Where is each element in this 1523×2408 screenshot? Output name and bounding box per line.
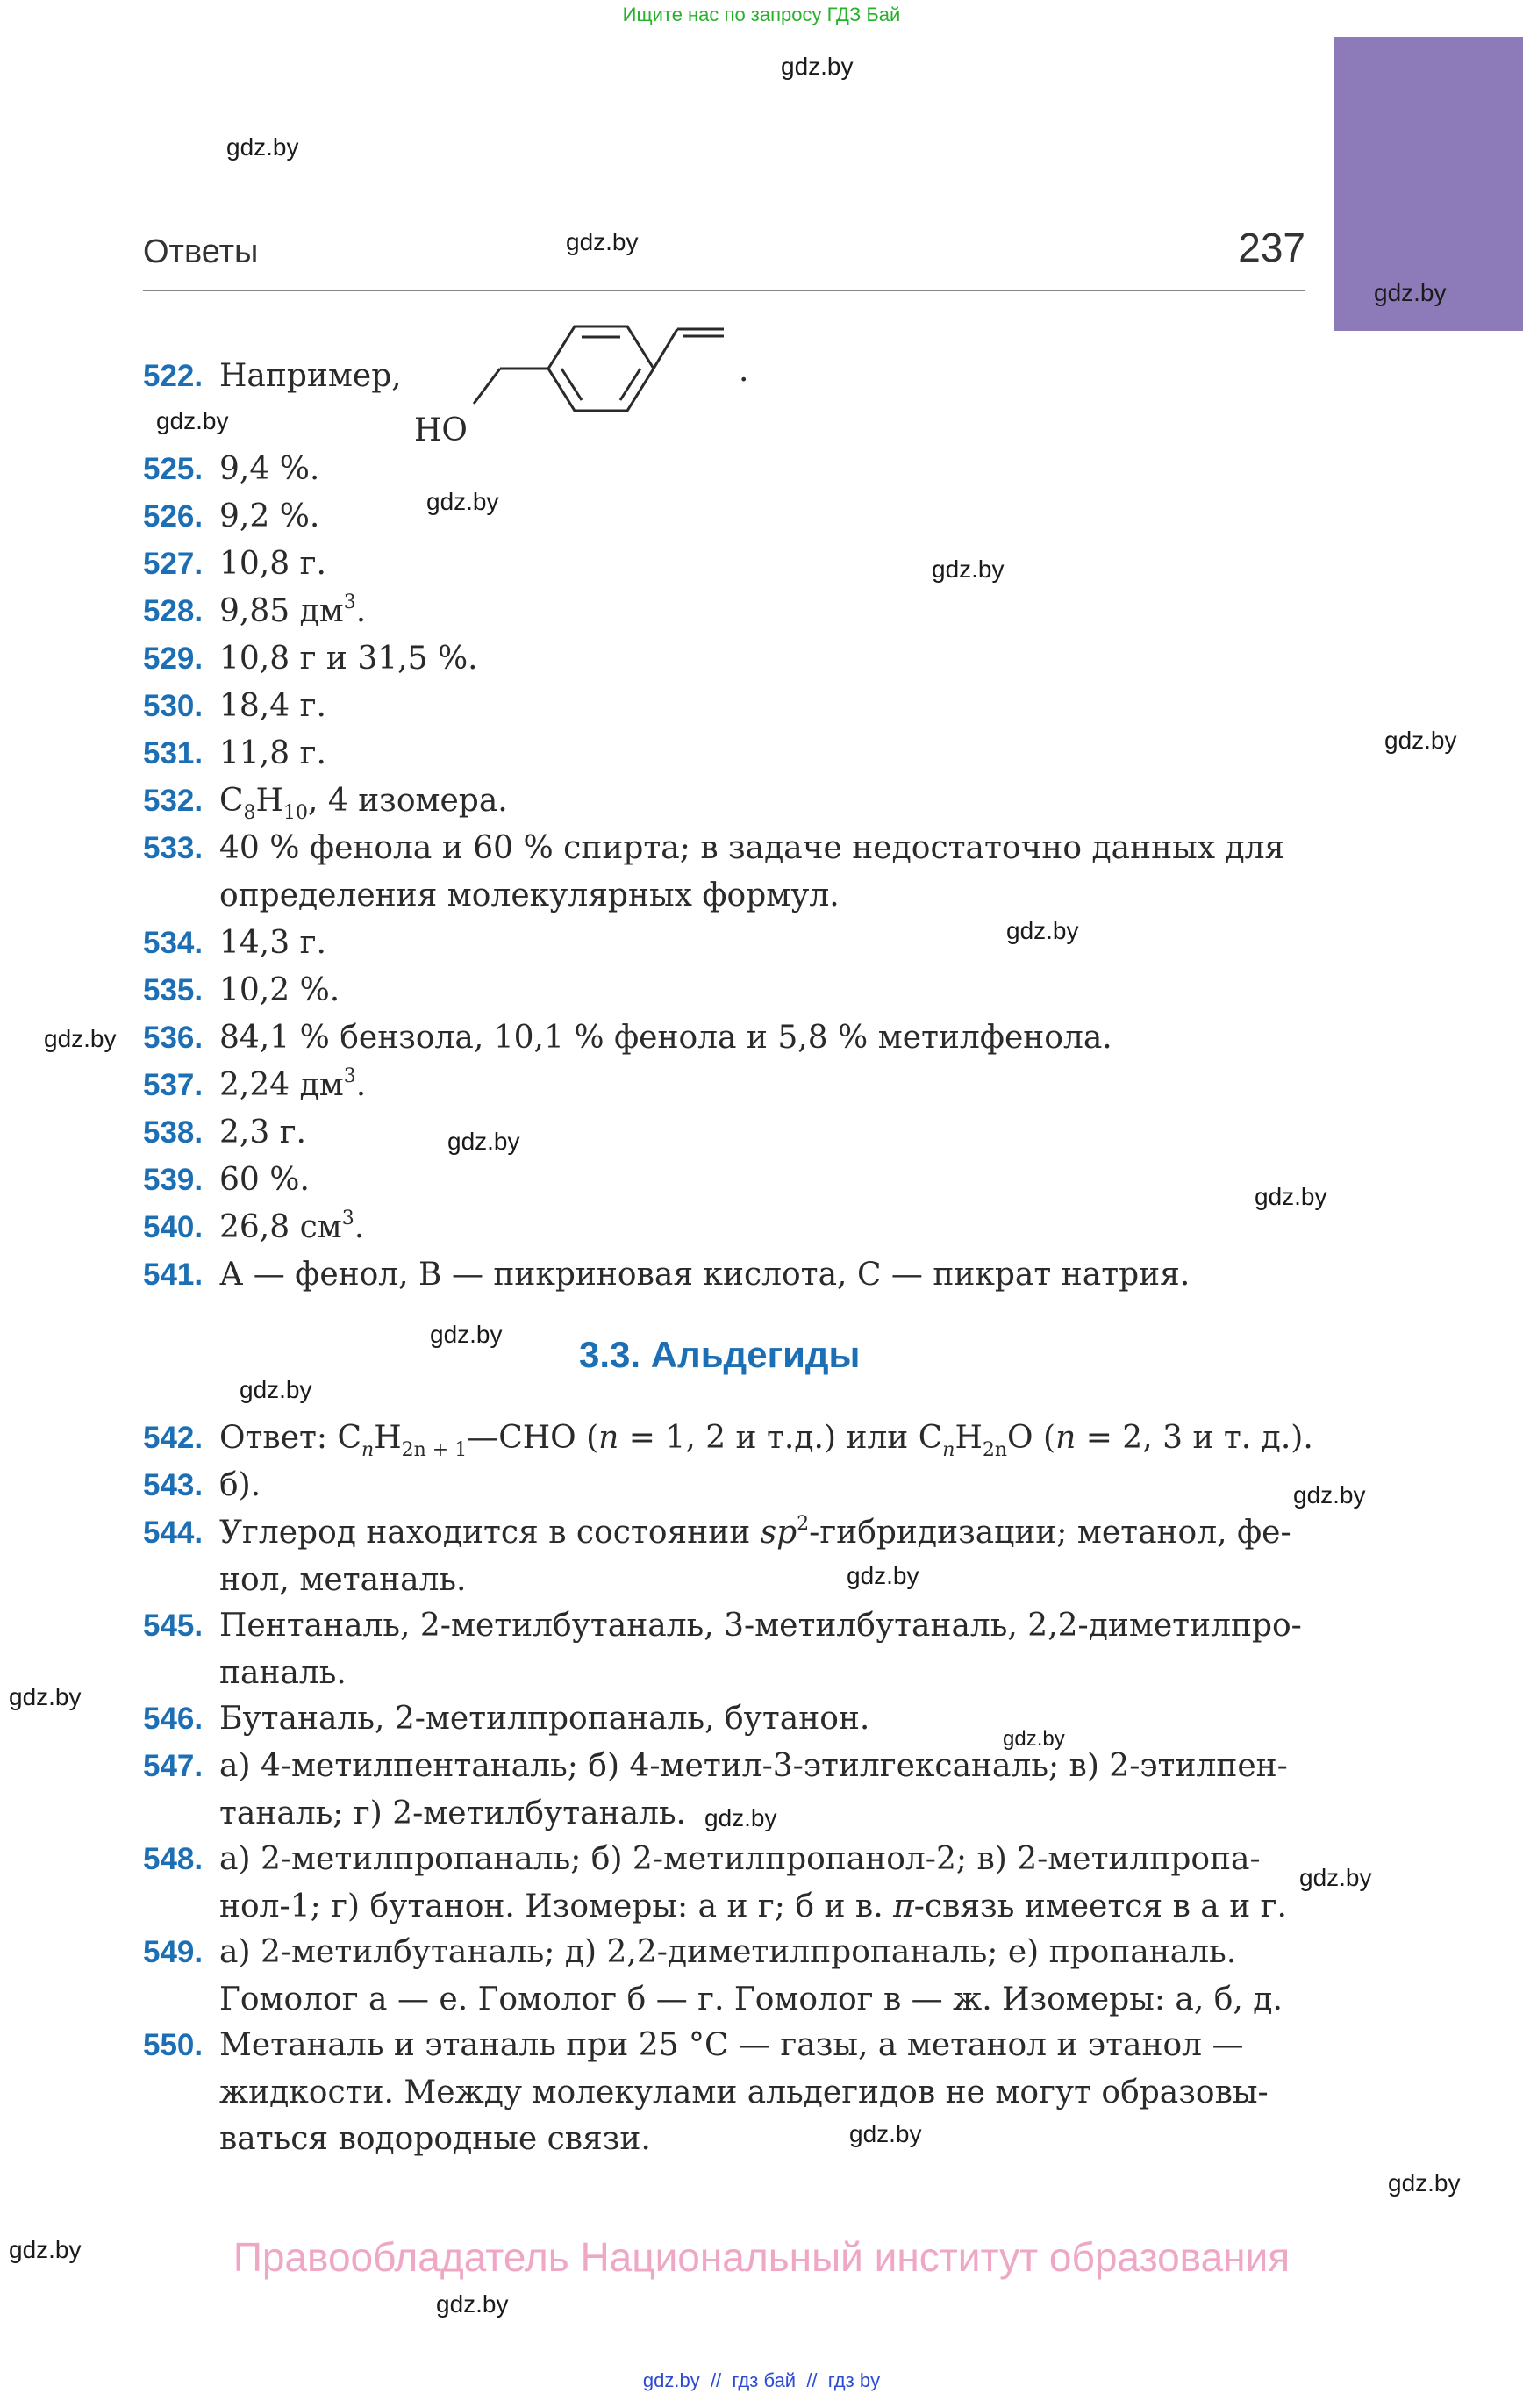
answer-number: 548. [143, 1842, 204, 1876]
answer-number: 541. [143, 1258, 204, 1292]
answer-number: 526. [143, 499, 204, 534]
answer-text: Например, [219, 358, 402, 394]
answer-number: 531. [143, 736, 204, 770]
watermark: gdz.by [1293, 1481, 1366, 1509]
answer-text-part: = 1, 2 и т.д.) или C [618, 1420, 943, 1456]
italic-var: n [598, 1420, 619, 1456]
answer-text-part: 26,8 см [219, 1209, 342, 1245]
answer-number: 527. [143, 547, 204, 581]
watermark: gdz.by [226, 133, 299, 161]
watermark: gdz.by [9, 1683, 82, 1710]
answer-text: 10,8 г и 31,5 %. [219, 641, 478, 677]
answer-534 [143, 920, 1310, 967]
answer-text-continued: определения молекулярных формул. [219, 877, 840, 914]
answer-text: а) 4-метилпентаналь; б) 4-метил-3-этилгексаналь; в) 2-этилпен- [219, 1748, 1288, 1784]
answer-text-continued: паналь. [219, 1654, 347, 1691]
watermark: gdz.by [1006, 917, 1079, 944]
answer-text: 10,8 г. [219, 546, 326, 582]
watermark: gdz.by [847, 1562, 919, 1589]
answer-text-part: —CHO ( [467, 1420, 599, 1456]
answer-number: 545. [143, 1609, 204, 1643]
subscript [361, 1439, 374, 1461]
answer-text-continued: таналь; г) 2-метилбутаналь. [219, 1795, 686, 1831]
answer-text [219, 1062, 366, 1109]
answer-number: 539. [143, 1163, 204, 1197]
italic-var: sp [760, 1515, 797, 1551]
answer-number: 544. [143, 1516, 204, 1550]
answer-text-part: = 2, 3 и т. д.). [1076, 1420, 1313, 1456]
answer-text: Пентаналь, 2-метилбутаналь, 3-метилбутаналь, 2,2-диметилпро- [219, 1608, 1302, 1644]
answer-text-part: 9,85 дм [219, 593, 344, 629]
superscript: 3 [343, 591, 356, 613]
superscript: 2 [797, 1513, 810, 1535]
answer-text-continued: ваться водородные связи. [219, 2121, 651, 2157]
answer-number: 540. [143, 1210, 204, 1244]
answer-546 [143, 1695, 1310, 1743]
answer-text: 84,1 % бензола, 10,1 % фенола и 5,8 % метилфенола. [219, 1020, 1112, 1056]
watermark: gdz.by [240, 1376, 312, 1403]
watermark: gdz.by [9, 2236, 82, 2263]
answer-550 [143, 2022, 1310, 2163]
answer-text-continued: жидкости. Между молекулами альдегидов не могут образовы- [219, 2074, 1269, 2111]
answer-547 [143, 1743, 1310, 1837]
answer-536 [143, 1014, 1310, 1062]
answer-text-continued: Гомолог а — е. Гомолог б — г. Гомолог в — ж. Изомеры: а, б, д. [219, 1981, 1283, 2017]
answer-text-continued: нол, метаналь. [219, 1561, 467, 1598]
watermark: gdz.by [1003, 1727, 1065, 1751]
answer-number: 536. [143, 1021, 204, 1055]
answer-number: 538. [143, 1115, 204, 1150]
answer-542 [143, 1415, 1313, 1462]
answer-text: 2,3 г. [219, 1114, 306, 1150]
answer-529 [143, 635, 1310, 683]
watermark: gdz.by [932, 555, 1005, 583]
answer-544 [143, 1509, 1310, 1603]
answer-number: 525. [143, 452, 204, 486]
answer-540 [143, 1204, 1310, 1251]
answer-number: 529. [143, 641, 204, 676]
header-divider [143, 290, 1305, 291]
answer-number: 522. [143, 359, 204, 393]
answer-531 [143, 730, 1310, 778]
answer-535 [143, 967, 1310, 1014]
answer-number: 549. [143, 1935, 204, 1969]
answer-549 [143, 1929, 1310, 2023]
answer-543 [143, 1462, 1310, 1509]
answer-538 [143, 1109, 1310, 1157]
italic-var: n [942, 1439, 955, 1461]
answer-text: б). [219, 1467, 261, 1503]
answer-number: 533. [143, 831, 204, 865]
answer-text: 11,8 г. [219, 735, 326, 771]
subscript: 10 [282, 802, 308, 824]
answer-text: 9,2 %. [219, 498, 320, 534]
watermark: gdz.by [849, 2120, 922, 2147]
answer-text-part: O ( [1007, 1420, 1056, 1456]
answer-526 [143, 493, 1310, 541]
answer-text: 60 %. [219, 1162, 310, 1198]
answer-522 [143, 353, 1310, 400]
answer-text-part: 2,24 дм [219, 1067, 344, 1103]
answer-525 [143, 446, 1310, 493]
answer-text-part: -гибридизации; метанол, фе- [809, 1515, 1291, 1551]
answer-539 [143, 1157, 1310, 1204]
answer-text: 18,4 г. [219, 688, 326, 724]
answer-text: Метаналь и этаналь при 25 °С — газы, а метанол и этанол — [219, 2027, 1244, 2063]
molecule-period: . [739, 353, 749, 389]
answer-text-part: . [355, 593, 367, 629]
answer-text [219, 588, 366, 635]
answer-number: 530. [143, 689, 204, 723]
answer-text: 9,4 %. [219, 451, 320, 487]
answer-537 [143, 1062, 1310, 1109]
answer-text [219, 1415, 1313, 1462]
answer-number: 537. [143, 1068, 204, 1102]
answer-text: а) 2-метилпропаналь; б) 2-метилпропанол-2; в) 2-метилпропа- [219, 1841, 1261, 1877]
watermark: gdz.by [44, 1025, 117, 1052]
molecule-label-ho: HO [414, 412, 468, 448]
watermark: gdz.by [1374, 279, 1447, 306]
answer-text-part: H [255, 783, 283, 819]
answer-text-part: C [219, 783, 244, 819]
answer-text-part: H [955, 1420, 983, 1456]
subscript: 8 [243, 802, 256, 824]
copyright-notice: Правообладатель Национальный институт образования [232, 2234, 1291, 2280]
answer-text: А — фенол, В — пикриновая кислота, С — пикрат натрия. [219, 1257, 1191, 1293]
superscript: 3 [341, 1208, 354, 1229]
footer-links[interactable]: gdz.by // гдз бай // гдз by [642, 2369, 881, 2391]
answer-number: 535. [143, 973, 204, 1007]
watermark: gdz.by [430, 1321, 503, 1348]
section-title: 3.3. Альдегиды [579, 1334, 861, 1375]
answer-text-part: Ответ: C [219, 1420, 362, 1456]
subscript: 2n [982, 1439, 1008, 1461]
answer-528 [143, 588, 1310, 635]
answer-text [219, 778, 508, 825]
watermark: gdz.by [1384, 727, 1457, 754]
answer-532 [143, 778, 1310, 825]
answer-548 [143, 1836, 1310, 1930]
answer-545 [143, 1602, 1310, 1696]
answer-text-part: . [354, 1209, 365, 1245]
answer-text-part: нол-1; г) бутанон. Изомеры: а и г; б и в. [219, 1888, 894, 1924]
answer-533 [143, 825, 1310, 919]
answer-text: 10,2 %. [219, 972, 340, 1008]
answer-527 [143, 541, 1310, 588]
watermark: gdz.by [447, 1128, 520, 1155]
answer-text-part: , 4 изомера. [307, 783, 508, 819]
italic-var: n [1055, 1420, 1076, 1456]
watermark: gdz.by [1299, 1864, 1372, 1891]
answer-text: Бутаналь, 2-метилпропаналь, бутанон. [219, 1701, 870, 1737]
answer-541 [143, 1251, 1310, 1299]
answer-text: 14,3 г. [219, 925, 326, 961]
answer-text [219, 1509, 1291, 1557]
italic-var: n [361, 1439, 375, 1461]
answer-number: 543. [143, 1468, 204, 1502]
subscript [942, 1439, 955, 1461]
italic-var: π [893, 1888, 914, 1924]
answer-number: 532. [143, 784, 204, 818]
watermark: gdz.by [781, 53, 854, 80]
answer-530 [143, 683, 1310, 730]
watermark: gdz.by [436, 2290, 509, 2318]
answer-number: 550. [143, 2028, 204, 2062]
answer-number: 547. [143, 1749, 204, 1783]
answer-text: 40 % фенола и 60 % спирта; в задаче недостаточно данных для [219, 830, 1285, 866]
watermark: gdz.by [704, 1804, 777, 1831]
page-header-title: Ответы [143, 233, 259, 270]
answer-number: 534. [143, 926, 204, 960]
answer-text-part: Углерод находится в состоянии [219, 1515, 761, 1551]
answer-text-part: . [355, 1067, 367, 1103]
top-search-note: Ищите нас по запросу ГДЗ Бай [622, 4, 901, 25]
answer-text-part: H [374, 1420, 402, 1456]
superscript: 3 [343, 1065, 356, 1087]
watermark: gdz.by [1255, 1183, 1327, 1210]
answer-text [219, 1204, 364, 1251]
answer-text-part: -связь имеется в а и г. [913, 1888, 1287, 1924]
answer-number: 542. [143, 1421, 204, 1455]
answer-number: 528. [143, 594, 204, 628]
page-number: 237 [1238, 225, 1305, 270]
watermark: gdz.by [1388, 2169, 1461, 2197]
answer-number: 546. [143, 1702, 204, 1736]
watermark: gdz.by [566, 228, 639, 255]
subscript: 2n + 1 [401, 1439, 468, 1461]
watermark: gdz.by [426, 488, 499, 515]
answer-text-continued [143, 1883, 1310, 1931]
watermark: gdz.by [156, 407, 229, 434]
answer-text: а) 2-метилбутаналь; д) 2,2-диметилпропаналь; е) пропаналь. [219, 1934, 1237, 1970]
